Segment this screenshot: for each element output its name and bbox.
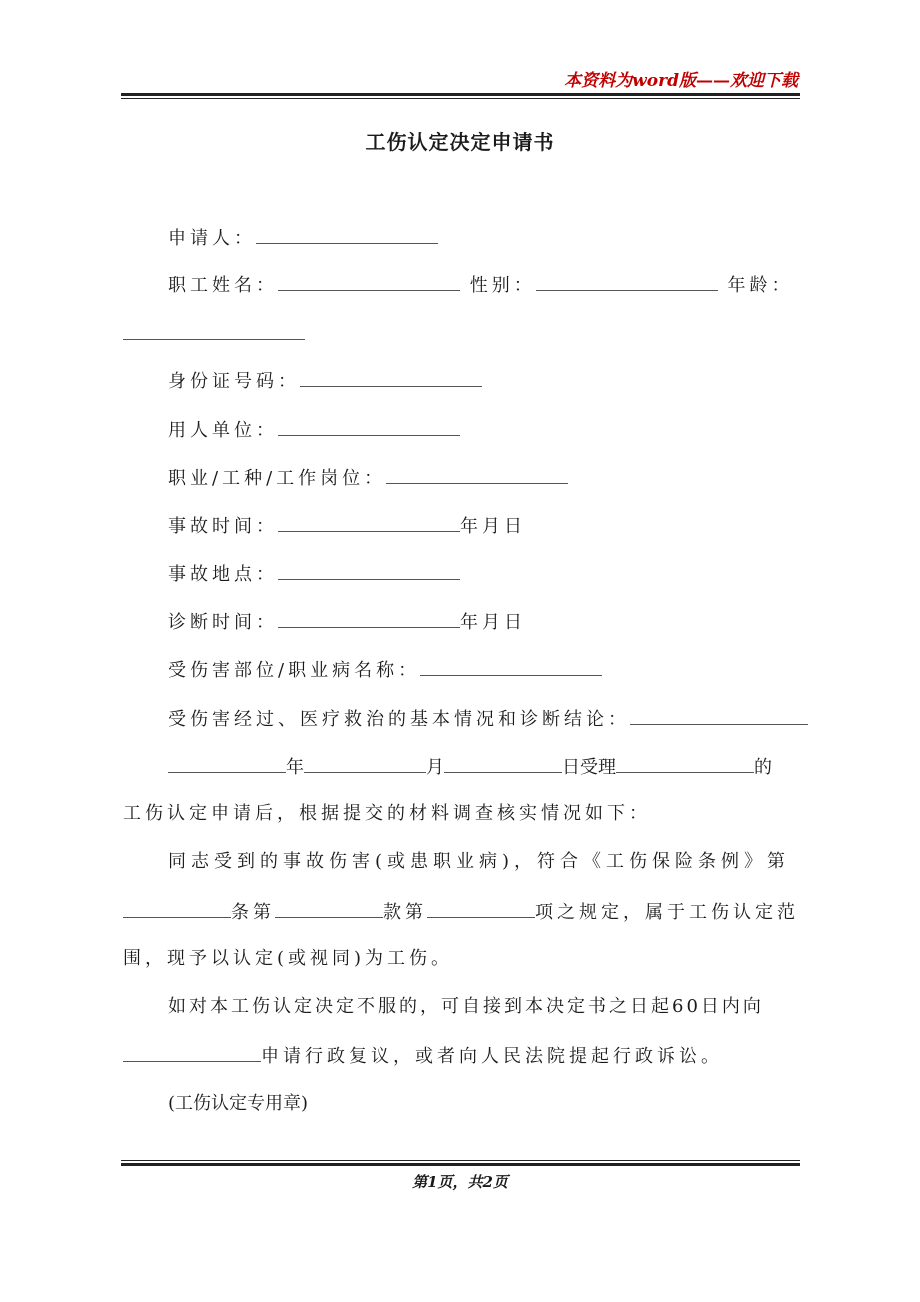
diagnosis-date-suffix: 年月日 — [460, 612, 526, 633]
accident-place-label: 事故地点： — [168, 564, 278, 585]
item-blank[interactable] — [427, 899, 535, 918]
article-row — [123, 899, 799, 925]
applicant-blank[interactable] — [256, 225, 438, 244]
item-label: 项之规定，属于工伤认定范 — [535, 902, 799, 923]
accept-day-label: 日受理 — [562, 757, 616, 778]
occupation-row — [168, 465, 568, 491]
employer-blank[interactable] — [278, 417, 460, 436]
appeal-row-2 — [123, 1043, 723, 1069]
employer-label: 用人单位： — [168, 420, 278, 441]
age-blank[interactable] — [123, 321, 305, 347]
name-row — [168, 272, 793, 298]
page-title: 工伤认定决定申请书 — [365, 130, 555, 154]
accident-time-row — [168, 513, 526, 539]
injury-process-row — [168, 706, 808, 732]
header-rule-thin — [121, 98, 800, 99]
conclusion-line: 围，现予以认定(或视同)为工伤。 — [123, 948, 454, 969]
id-number-row — [168, 368, 482, 394]
injury-process-blank[interactable] — [630, 706, 808, 725]
occupation-label: 职业/工种/工作岗位： — [168, 468, 387, 489]
appeal-line-1: 如对本工伤认定决定不服的，可自接到本决定书之日起60日内向 — [168, 996, 764, 1017]
accept-month-label: 月 — [426, 757, 444, 778]
seal-text: (工伤认定专用章) — [168, 1093, 309, 1114]
name-label: 职工姓名： — [168, 275, 278, 296]
accident-place-row — [168, 561, 460, 587]
acceptance-row — [168, 754, 772, 780]
header-watermark-text: 本资料为word版——欢迎下载 — [564, 71, 798, 91]
accept-org-blank[interactable] — [616, 754, 754, 773]
name-blank[interactable] — [278, 272, 460, 291]
footer-rule-thick — [121, 1163, 800, 1166]
id-number-blank[interactable] — [300, 368, 482, 387]
gender-blank[interactable] — [536, 272, 718, 291]
accept-of-label: 的 — [754, 757, 772, 778]
injury-part-label: 受伤害部位/职业病名称： — [168, 660, 421, 681]
accident-place-blank[interactable] — [278, 561, 460, 580]
id-number-label: 身份证号码： — [168, 371, 300, 392]
age-label: 年龄： — [727, 275, 794, 296]
accident-date-suffix: 年月日 — [460, 516, 526, 537]
injury-part-blank[interactable] — [420, 657, 602, 676]
footer-rule-thin — [121, 1160, 800, 1161]
injury-process-label: 受伤害经过、医疗救治的基本情况和诊断结论： — [168, 709, 630, 730]
accept-year-label: 年 — [286, 757, 304, 778]
accident-time-label: 事故时间： — [168, 516, 278, 537]
article-label: 条第 — [231, 902, 275, 923]
accident-time-blank[interactable] — [278, 513, 460, 532]
clause-blank[interactable] — [275, 899, 383, 918]
accept-month-blank[interactable] — [304, 754, 426, 773]
injury-part-row — [168, 657, 602, 683]
occupation-blank[interactable] — [386, 465, 568, 484]
diagnosis-time-label: 诊断时间： — [168, 612, 278, 633]
clause-label: 款第 — [383, 902, 427, 923]
appeal-line-2-text: 申请行政复议，或者向人民法院提起行政诉讼。 — [261, 1046, 723, 1067]
diagnosis-time-blank[interactable] — [278, 609, 460, 628]
article-blank[interactable] — [123, 899, 231, 918]
gender-label: 性别： — [469, 275, 536, 296]
page-number: 第1页，共2页 — [412, 1173, 508, 1191]
comrade-line: 同志受到的事故伤害(或患职业病)，符合《工伤保险条例》第 — [168, 851, 791, 872]
appeal-authority-blank[interactable] — [123, 1043, 261, 1062]
header-rule-thick — [121, 93, 800, 96]
applicant-label: 申请人： — [168, 228, 256, 249]
accept-day-blank[interactable] — [444, 754, 562, 773]
employer-row — [168, 417, 460, 443]
acceptance-line-2: 工伤认定申请后，根据提交的材料调查核实情况如下： — [123, 803, 651, 824]
applicant-row — [168, 225, 438, 251]
diagnosis-time-row — [168, 609, 526, 635]
accept-year-blank[interactable] — [168, 754, 286, 773]
